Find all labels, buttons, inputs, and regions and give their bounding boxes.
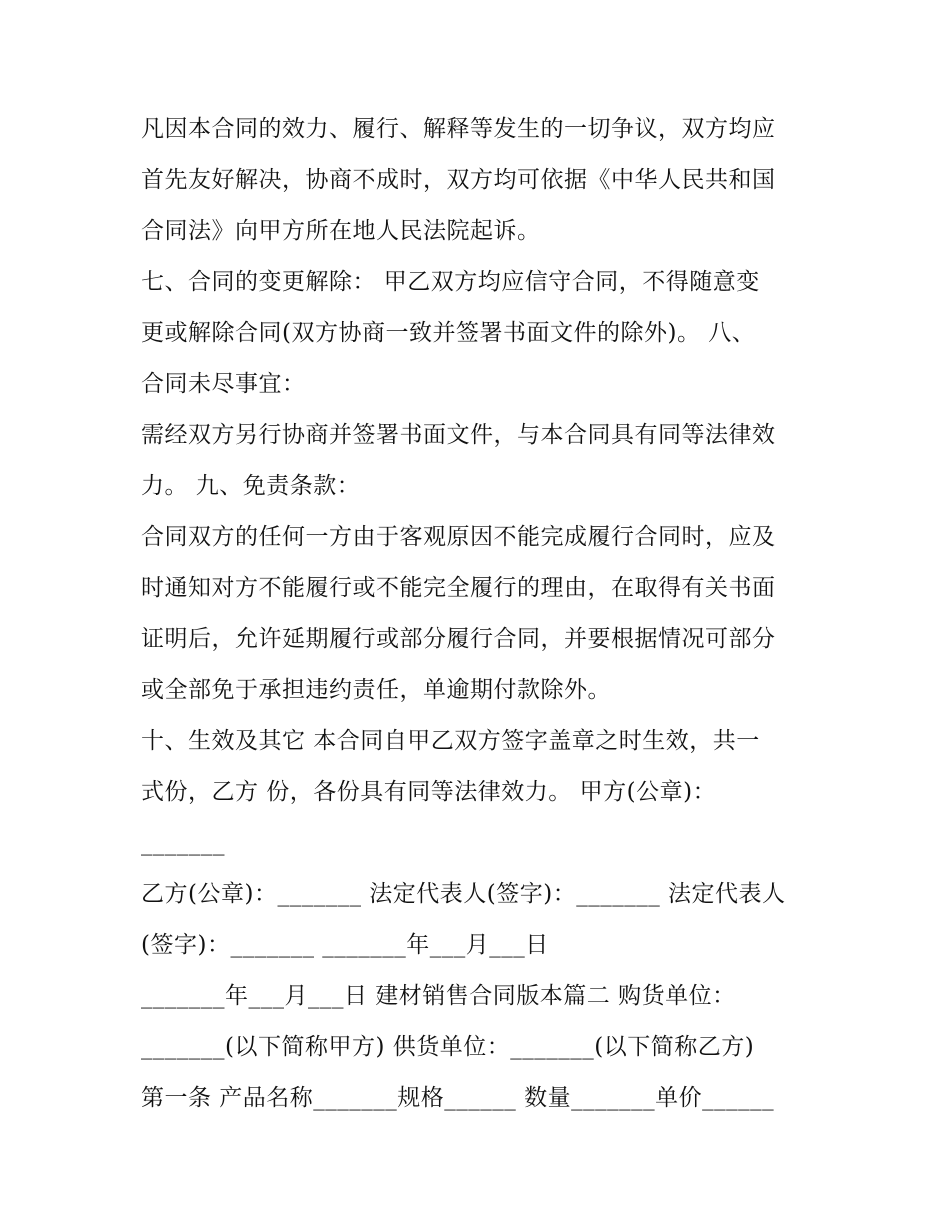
text-line: 首先友好解决，协商不成时，双方均可依据《中华人民共和国 bbox=[141, 167, 776, 193]
text-line: 需经双方另行协商并签署书面文件，与本合同具有同等法律效 bbox=[141, 422, 776, 448]
text-line: _______(以下简称甲方) 供货单位：_______(以下简称乙方) bbox=[141, 1034, 755, 1060]
text-line: 十、生效及其它 本合同自甲乙双方签字盖章之时生效，共一 bbox=[141, 728, 760, 754]
text-line: 第一条 产品名称_______规格______ 数量_______单价______ bbox=[141, 1085, 775, 1111]
text-line: 凡因本合同的效力、履行、解释等发生的一切争议，双方均应 bbox=[141, 116, 776, 142]
text-line: 合同法》向甲方所在地人民法院起诉。 bbox=[141, 218, 541, 244]
text-line: 乙方(公章)：_______ 法定代表人(签字)：_______ 法定代表人 bbox=[141, 881, 786, 907]
text-line: _______年___月___日 建材销售合同版本篇二 购货单位： bbox=[141, 983, 736, 1009]
contract-body bbox=[141, 104, 821, 1124]
text-line: 合同未尽事宜： bbox=[141, 371, 306, 397]
text-line: 力。 九、免责条款： bbox=[141, 473, 361, 499]
text-line: 时通知对方不能履行或不能完全履行的理由，在取得有关书面 bbox=[141, 575, 776, 601]
text-line: 或全部免于承担违约责任，单逾期付款除外。 bbox=[141, 677, 611, 703]
text-line: 证明后，允许延期履行或部分履行合同，并要根据情况可部分 bbox=[141, 626, 776, 652]
text-line: 更或解除合同(双方协商一致并签署书面文件的除外)。 八、 bbox=[141, 320, 756, 346]
text-line: (签字)：_______ _______年___月___日 bbox=[141, 932, 549, 958]
text-line: 合同双方的任何一方由于客观原因不能完成履行合同时，应及 bbox=[141, 524, 776, 550]
text-line: 式份，乙方 份，各份具有同等法律效力。 甲方(公章)： bbox=[141, 779, 717, 805]
text-line: 七、合同的变更解除： 甲乙双方均应信守合同，不得随意变 bbox=[141, 269, 760, 295]
signature-blank-line: _______ bbox=[141, 830, 225, 856]
